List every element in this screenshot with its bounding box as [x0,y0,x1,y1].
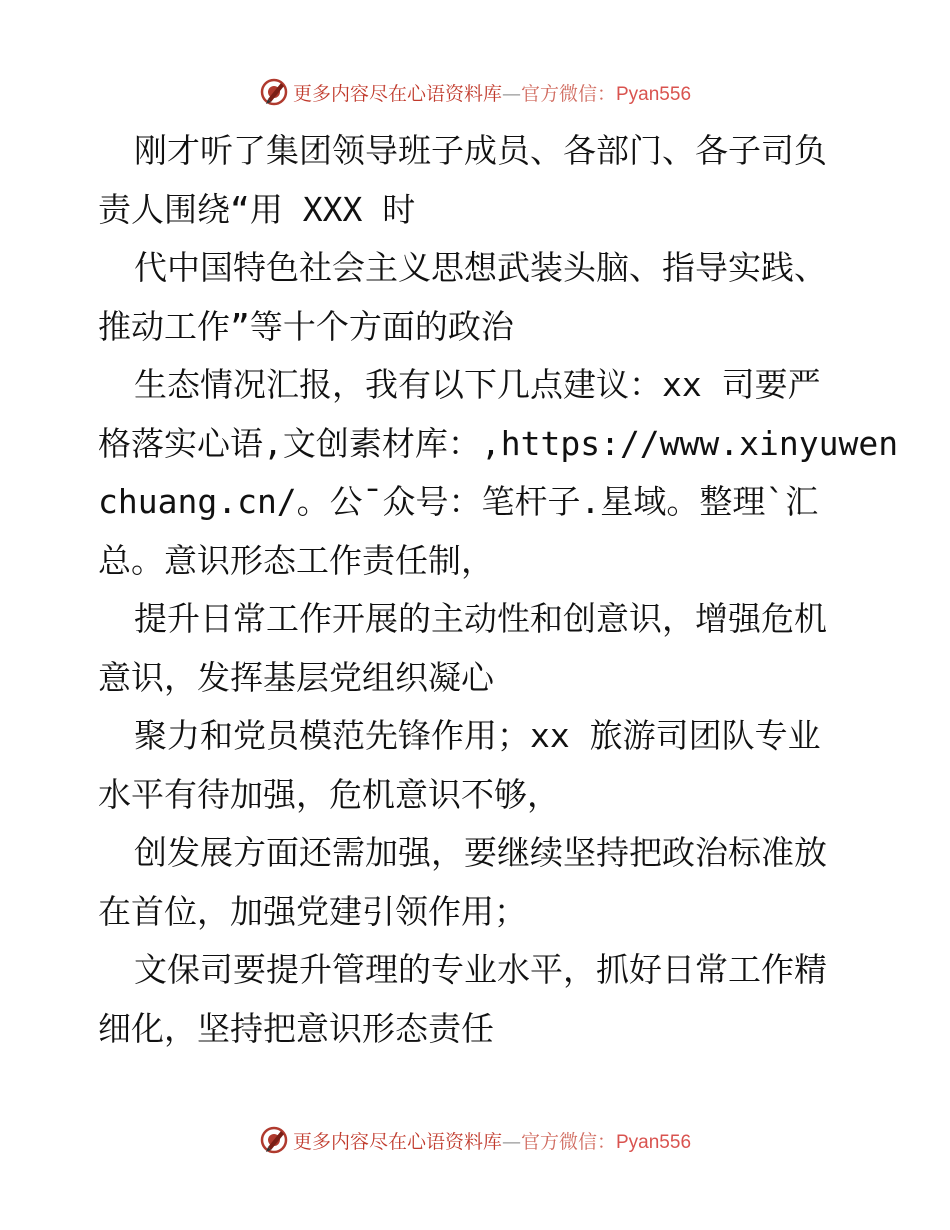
body-line: 在首位，加强党建引领作用； [98,891,527,931]
body-line: 推动工作”等十个方面的政治 [98,306,514,346]
header-banner-text [293,79,691,106]
banner-dash: — [501,82,521,105]
banner-site-name: 更多内容尽在心语资料库 [292,1130,502,1153]
banner-site-name: 更多内容尽在心语资料库 [292,82,502,105]
body-line: 提升日常工作开展的主动性和创意识，增强危机 [134,599,827,638]
footer-banner-text [293,1127,691,1154]
body-line: 责人围绕“用 XXX 时 [98,189,416,229]
banner-wechat-label: 官方微信： [520,1130,616,1153]
banner-wechat-label: 官方微信： [520,82,616,105]
banner-wechat-id: Pyan556 [616,1131,692,1153]
body-line: 水平有待加强，危机意识不够， [98,774,560,814]
body-line: 创发展方面还需加强，要继续坚持把政治标准放 [134,833,827,872]
body-line: 细化，坚持把意识形态责任 [98,1008,494,1048]
body-line: 代中国特色社会主义思想武装头脑、指导实践、 [134,248,827,287]
body-line: 总。意识形态工作责任制， [98,540,494,580]
pen-logo-icon [259,77,289,107]
body-line: 文保司要提升管理的专业水平，抓好日常工作精 [134,950,827,989]
body-line: chuang.cn/。公¯众号：笔杆子.星域。整理`汇 [98,482,819,521]
banner-wechat-id: Pyan556 [616,83,692,105]
body-line: 意识，发挥基层党组织凝心 [98,657,494,697]
pen-logo-icon [259,1125,289,1155]
document-body [98,122,899,1058]
body-line: 刚才听了集团领导班子成员、各部门、各子司负 [134,131,827,170]
body-line: 聚力和党员模范先锋作用；xx 旅游司团队专业 [134,716,821,755]
body-line: 格落实心语,文创素材库：,https://www.xinyuwen [98,423,899,463]
banner-dash: — [501,1130,521,1153]
header-banner [0,72,950,112]
footer-banner [0,1120,950,1160]
body-line: 生态情况汇报，我有以下几点建议：xx 司要严 [134,365,821,404]
